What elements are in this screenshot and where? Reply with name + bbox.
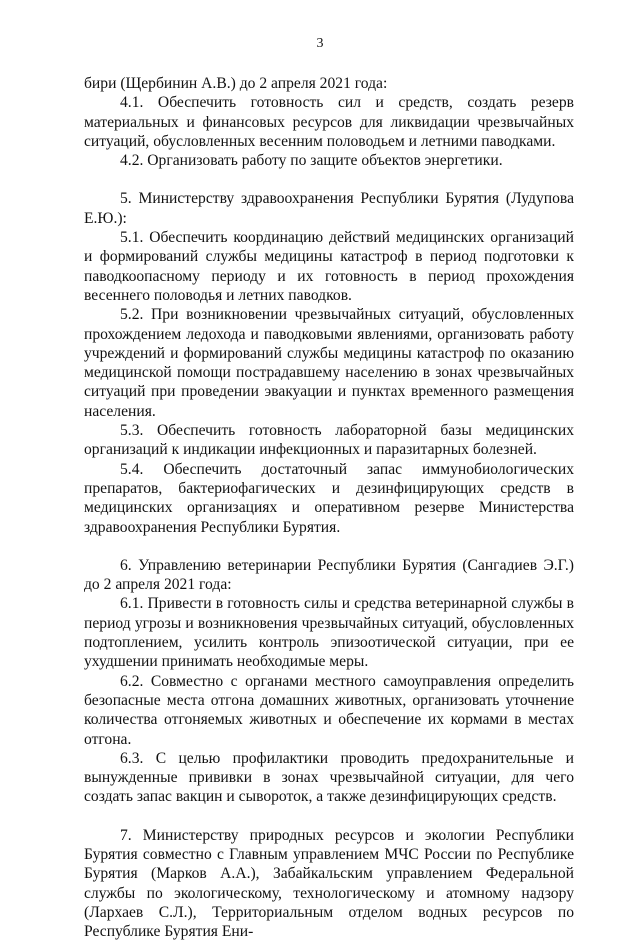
paragraph: 6. Управлению ветеринарии Республики Бурятия (Сангадиев Э.Г.) до 2 апреля 2021 года: bbox=[84, 556, 574, 594]
paragraph: 5.2. При возникновении чрезвычайных ситуаций, обусловленных прохождением ледохода и паводковыми явлениями, организовать работу учреждений и формирований службы медицины катастроф по оказанию медицинской помощи пострадавшему населению в зонах чрезвычайных ситуаций при проведении эвакуации и пунктах временного размещения населения. bbox=[84, 306, 574, 420]
document-body bbox=[84, 74, 574, 941]
paragraph: бири (Щербинин А.В.) до 2 апреля 2021 года: bbox=[84, 75, 388, 92]
paragraph: 6.3. С целью профилактики проводить предохранительные и вынужденные прививки в зонах чрезвычайной ситуации, для чего создать запас вакцин и сывороток, а также дезинфицирующих средств. bbox=[84, 749, 574, 806]
paragraph: 5. Министерству здравоохранения Республики Бурятия (Лудупова Е.Ю.): bbox=[84, 190, 574, 227]
page-number: 3 bbox=[316, 36, 324, 51]
paragraph-gap bbox=[84, 537, 574, 556]
paragraph-gap bbox=[84, 170, 574, 189]
paragraph: 5.1. Обеспечить координацию действий медицинских организаций и формирований службы медицины катастроф в период подготовки к паводкоопасному периоду и их готовность в период прохождения весеннего половодья и летних паводков. bbox=[84, 229, 574, 304]
paragraph: 6.1. Привести в готовность силы и средства ветеринарной службы в период угрозы и возникновения чрезвычайных ситуаций, обусловленных подтоплением, усилить контроль эпизоотической ситуации, при ее ухудшении принимать необходимые меры. bbox=[84, 595, 574, 671]
paragraph: 4.2. Организовать работу по защите объектов энергетики. bbox=[120, 152, 503, 170]
paragraph: 7. Министерству природных ресурсов и экологии Республики Бурятия совместно с Главным управлением МЧС России по Республике Бурятия (Марков А.А.), Забайкальским управлением Федеральной службы по экологическому, технологическому и атомному надзору (Лархаев С.Л.), Территориальным отделом водных ресурсов по Республике Бурятия Ени- bbox=[84, 826, 574, 941]
paragraph: 4.1. Обеспечить готовность сил и средств, создать резерв материальных и финансовых ресурсов для ликвидации чрезвычайных ситуаций, обусловленных весенним половодьем и летними паводками. bbox=[84, 94, 574, 150]
paragraph-gap bbox=[84, 807, 574, 826]
paragraph: 6.2. Совместно с органами местного самоуправления определить безопасные места отгона домашних животных, организовать уточнение количества отгоняемых животных и обеспечение их кормами в местах отгона. bbox=[84, 672, 574, 748]
paragraph: 5.3. Обеспечить готовность лабораторной базы медицинских организаций к индикации инфекционных и паразитарных болезней. bbox=[84, 422, 574, 459]
paragraph: 5.4. Обеспечить достаточный запас иммунобиологических препаратов, бактериофагических и дезинфицирующих средств в медицинских организациях и оперативном резерве Министерства здравоохранения Республики Бурятия. bbox=[84, 460, 574, 536]
